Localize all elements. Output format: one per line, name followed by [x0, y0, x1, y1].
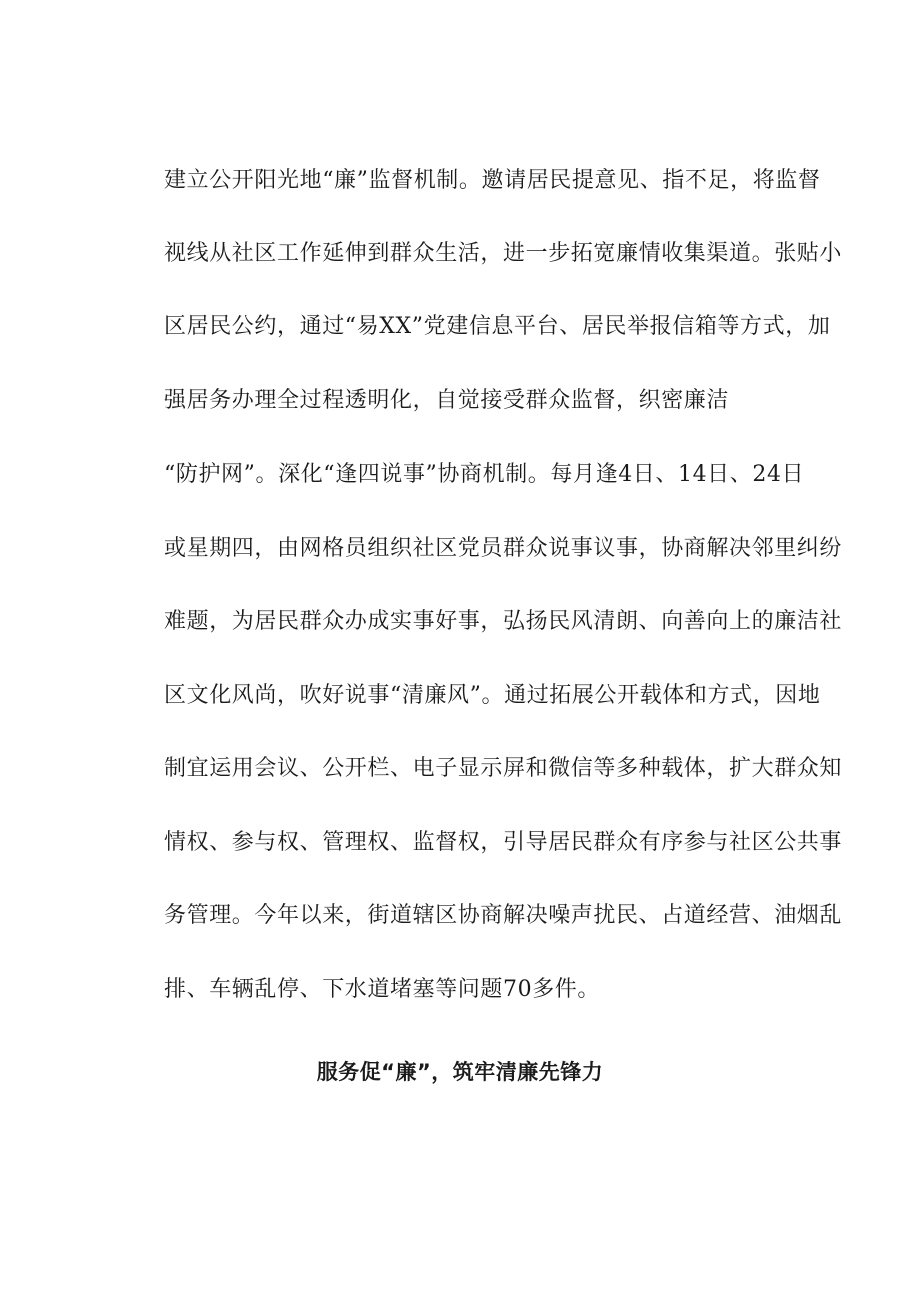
- body-text-line: 建立公开阳光地“廉”监督机制。邀请居民提意见、指不足，将监督: [164, 168, 821, 193]
- body-text-line: 制宜运用会议、公开栏、电子显示屏和微信等多种载体，扩大群众知: [164, 756, 843, 781]
- body-text-line: 强居务办理全过程透明化，自觉接受群众监督，织密廉洁: [164, 388, 730, 413]
- section-heading: 服务促“廉”，筑牢清廉先锋力: [316, 1060, 604, 1084]
- body-text-line: 或星期四，由网格员组织社区党员群众说事议事，协商解决邻里纠纷: [164, 536, 843, 561]
- body-text-line: 情权、参与权、管理权、监督权，引导居民群众有序参与社区公共事: [164, 830, 843, 855]
- body-text-line: 难题，为居民群众办成实事好事，弘扬民风清朗、向善向上的廉洁社: [164, 609, 843, 634]
- body-text-line: 区居民公约，通过“易XX”党建信息平台、居民举报信箱等方式，加: [164, 314, 831, 339]
- body-text-line: “防护网”。深化“逢四说事”协商机制。每月逢4日、14日、24日: [164, 462, 805, 487]
- body-text-line: 区文化风尚，吹好说事“清廉风”。通过拓展公开载体和方式，因地: [164, 683, 821, 708]
- body-text-line: 务管理。今年以来，街道辖区协商解决噪声扰民、占道经营、油烟乱: [164, 903, 843, 928]
- body-text-line: 视线从社区工作延伸到群众生活，进一步拓宽廉情收集渠道。张贴小: [164, 241, 843, 266]
- body-text-line: 排、车辆乱停、下水道堵塞等问题70多件。: [164, 977, 600, 1002]
